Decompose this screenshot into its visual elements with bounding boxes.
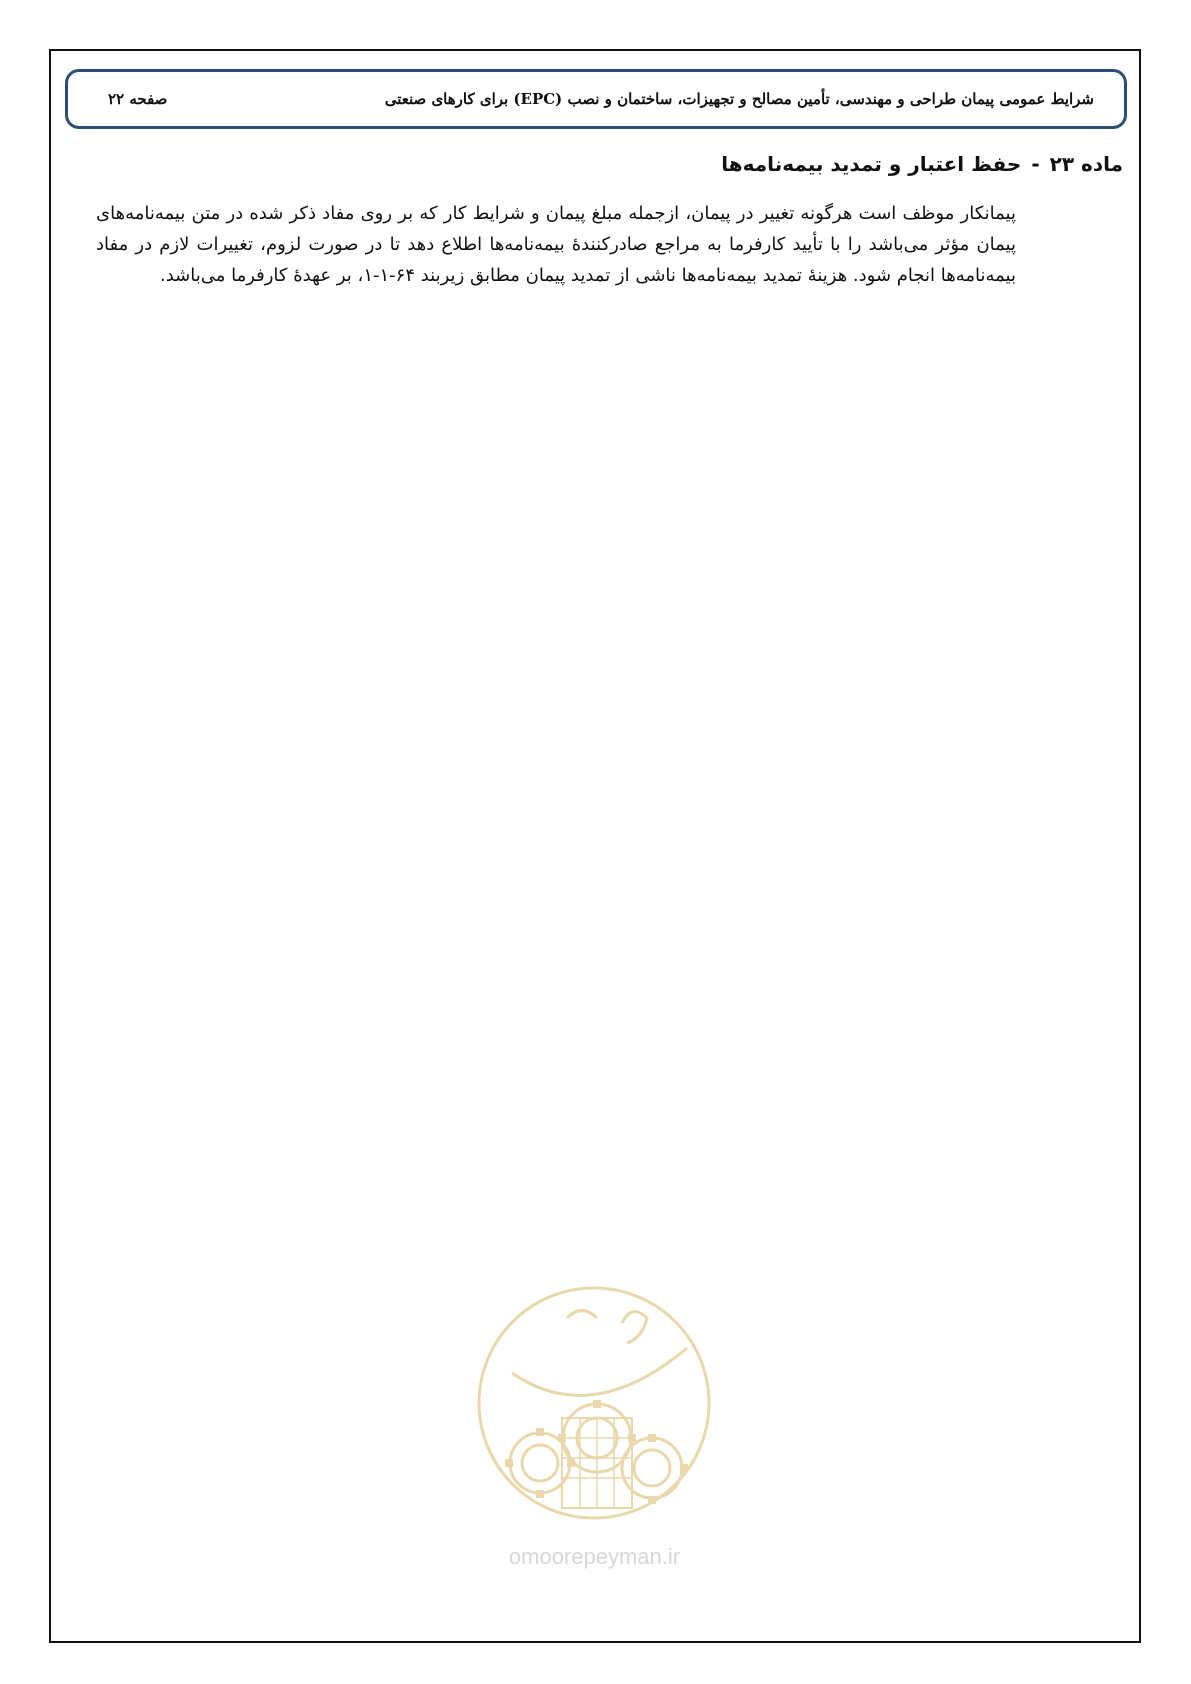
section-heading (721, 152, 1123, 176)
page-header (65, 69, 1127, 129)
section-number: ماده ۲۳ (1049, 152, 1123, 176)
page-number: صفحه ۲۲ (108, 90, 168, 108)
header-title: شرایط عمومی پیمان طراحی و مهندسی، تأمین مصالح و تجهیزات، ساختمان و نصب (EPC) برای کارهای صنعتی (384, 90, 1094, 108)
section-title: حفظ اعتبار و تمدید بیمه‌نامه‌ها (721, 152, 1022, 176)
watermark-logo (472, 1278, 717, 1578)
watermark-url: omoorepeyman.ir (508, 1544, 681, 1569)
body-paragraph: پیمانکار موظف است هرگونه تغییر در پیمان، ازجمله مبلغ پیمان و شرایط کار که بر روی مفاد ذکر شده در متن بیمه‌نامه‌های پیمان مؤثر می‌باشد را با تأیید کارفرما به مراجع صادرکنندۀ بیمه‌نامه‌ها اطلاع دهد تا در صورت لزوم، تغییرات لازم در مفاد بیمه‌نامه‌ها انجام شود. هزینۀ تمدید بیمه‌نامه‌ها ناشی از تمدید پیمان مطابق زیربند ۶۴-۱-۱، بر عهدۀ کارفرما می‌باشد. (96, 203, 1016, 286)
section-separator: - (1031, 152, 1040, 176)
gear-seal-icon (472, 1278, 717, 1538)
